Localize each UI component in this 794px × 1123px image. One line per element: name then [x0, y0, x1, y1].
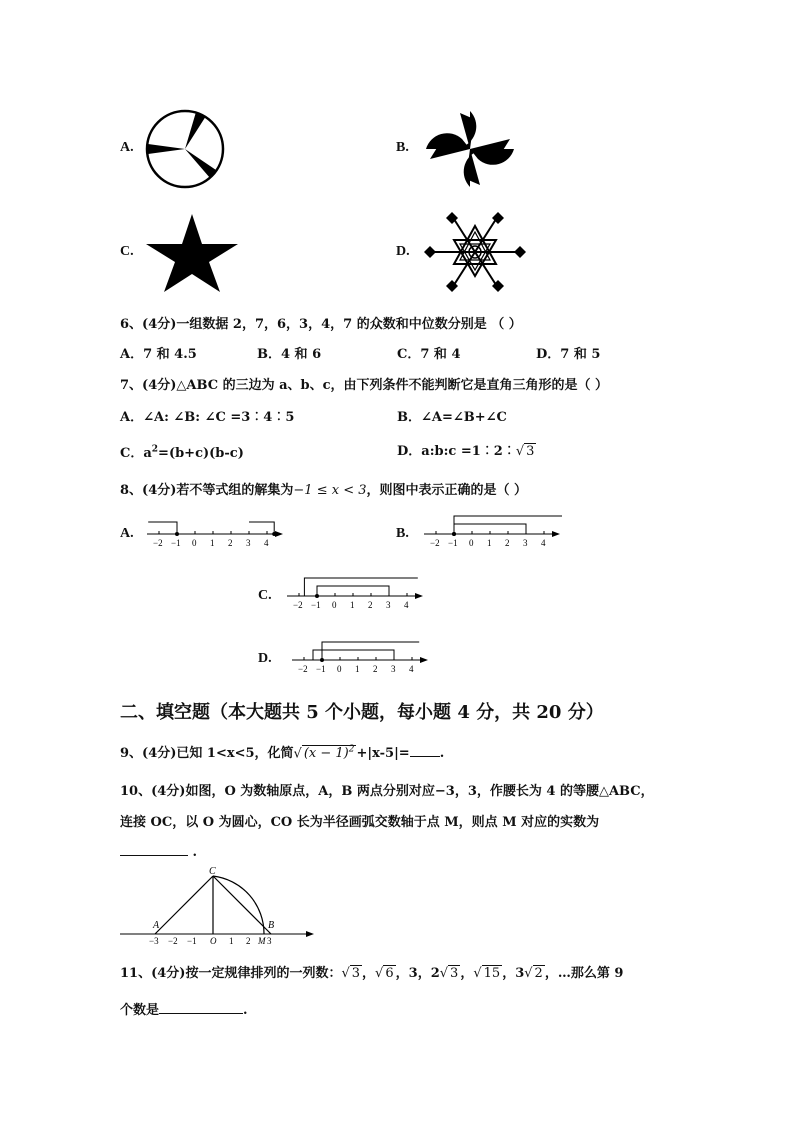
q8-stem-post: ，则图中表示正确的是（ ） [366, 483, 528, 498]
q9-end: . [439, 746, 445, 761]
q10-segment-cb [213, 876, 271, 934]
axis-tick-label: 2 [373, 664, 378, 674]
solution-bracket [249, 522, 274, 534]
axis-tick-label: −1 [311, 600, 321, 610]
solution-bracket [304, 578, 417, 596]
q7-option-c-label: C．a [120, 446, 152, 461]
axis-arrow-icon [420, 657, 428, 663]
q11-line-1 [120, 962, 623, 981]
axis-tick-label: 4 [404, 600, 409, 610]
q9-pre: 9、(4分)已知 1<x<5，化简 [120, 746, 294, 761]
solution-bracket [148, 522, 177, 534]
q7-option-b: B．∠A=∠B+∠C [397, 410, 507, 425]
q10-line-1: 10、(4分)如图，O 为数轴原点，A，B 两点分别对应−3，3，作腰长为 4 的等腰△ABC， [120, 784, 654, 799]
q7-option-c-exponent: 2 [151, 444, 159, 455]
endpoint-dot [272, 532, 276, 536]
q5-option-c-label: C. [120, 244, 134, 259]
q10-figure [118, 864, 318, 948]
q11-term-6: √ 2 [524, 966, 543, 981]
q10-end: . [192, 845, 198, 860]
q11-term-4-coef: 2 [430, 966, 440, 981]
q11-term-5: √ 15 [473, 966, 501, 981]
q11-term-4: √ 3 [439, 966, 459, 981]
q8-option-a-label: A. [120, 526, 134, 541]
q8-stem [120, 479, 527, 498]
q6-stem: 6、(4分)一组数据 2，7，6，3，4，7 的众数和中位数分别是 （ ） [120, 317, 522, 332]
q5-option-b-label: B. [396, 140, 409, 155]
q10-axis-arrow-icon [306, 931, 314, 937]
axis-arrow-icon [415, 593, 423, 599]
axis-tick-label: 3 [246, 538, 251, 548]
q11-post: ，…那么第 9 [544, 966, 624, 981]
q10-answer-blank[interactable] [120, 843, 188, 856]
q11-term-2: √ 6 [375, 966, 394, 981]
axis-tick-label: 2 [228, 538, 233, 548]
q11-line-2 [120, 999, 248, 1018]
axis-tick-label: 0 [337, 664, 342, 674]
q9 [120, 742, 444, 761]
q8-number-line-b [422, 510, 562, 550]
q5-figure-d [422, 210, 528, 294]
q10-segment-ac [155, 876, 213, 934]
axis-tick-label: −1 [171, 538, 181, 548]
axis-tick-label: 3 [391, 664, 396, 674]
q11-term-3: 3 [408, 966, 418, 981]
q11-end: . [243, 1003, 248, 1018]
endpoint-dot [452, 532, 456, 536]
axis-tick-label: 0 [469, 538, 474, 548]
q5-figure-a [144, 108, 226, 190]
q11-sep: ， [395, 966, 409, 981]
q10-line-2: 连接 OC，以 O 为圆心，CO 长为半径画弧交数轴于点 M，则点 M 对应的实数为 [120, 815, 600, 830]
endpoint-dot [315, 594, 319, 598]
endpoint-dot [175, 532, 179, 536]
q11-sep: ， [460, 966, 474, 981]
q9-answer-blank[interactable] [410, 744, 440, 757]
q8-stem-pre: 8、(4分)若不等式组的解集为 [120, 483, 294, 498]
q6-option-c: C．7 和 4 [397, 347, 461, 362]
q6-option-b: B．4 和 6 [257, 347, 322, 362]
axis-tick-label: 2 [505, 538, 510, 548]
q7-option-d-radicand: 3 [526, 444, 535, 459]
q8-option-c-label: C. [258, 588, 272, 603]
q10-tick-1: 1 [229, 936, 234, 946]
q11-line-2-text: 个数是 [120, 1003, 160, 1018]
q10-tick-0: O [210, 936, 217, 946]
section-2-title: 二、填空题（本大题共 5 个小题，每小题 4 分，共 20 分） [120, 702, 604, 723]
q8-option-d-label: D. [258, 651, 272, 666]
q11-sep: ， [417, 966, 431, 981]
q7-option-d-label: D．a:b:c =1︰2︰ [397, 444, 516, 459]
q10-tick-3: 3 [267, 936, 272, 946]
q7-option-d [397, 440, 536, 459]
axis-tick-label: 4 [264, 538, 269, 548]
q5-figure-b [420, 108, 520, 190]
q7-option-c-tail: =(b+c)(b-c) [158, 446, 244, 461]
q9-sqrt: √ $(x - 1)^2$ [293, 744, 355, 761]
q10-point-b: B [268, 920, 275, 931]
endpoint-dot [320, 658, 324, 662]
q8-number-line-c [285, 572, 425, 612]
q6-option-a: A．7 和 4.5 [120, 347, 197, 362]
axis-tick-label: −2 [153, 538, 163, 548]
axis-tick-label: −1 [316, 664, 326, 674]
q10-tick--2: −2 [168, 936, 178, 946]
axis-tick-label: 1 [487, 538, 492, 548]
solution-bracket [322, 642, 419, 660]
q9-radicand: (x − 1) [303, 746, 349, 761]
axis-tick-label: 3 [523, 538, 528, 548]
q10-tick--3: −3 [149, 936, 159, 946]
axis-arrow-icon [552, 531, 560, 537]
q11-pre: 11、(4分)按一定规律排列的一列数： [120, 966, 342, 981]
q8-stem-math: −1 ≤ x < 3 [293, 483, 367, 498]
q11-term-1: √ 3 [341, 966, 361, 981]
axis-tick-label: 2 [368, 600, 373, 610]
q10-point-c: C [209, 866, 216, 877]
axis-tick-label: −2 [293, 600, 303, 610]
q11-answer-blank[interactable] [159, 1001, 243, 1014]
q7-stem: 7、(4分)△ABC 的三边为 a、b、c，由下列条件不能判断它是直角三角形的是（ ） [120, 378, 609, 393]
axis-arrow-icon [275, 531, 283, 537]
axis-tick-label: −1 [448, 538, 458, 548]
q10-point-m: M [258, 936, 266, 946]
q10-tick-2: 2 [246, 936, 251, 946]
q5-figure-c [144, 212, 240, 294]
q10-tick--1: −1 [187, 936, 197, 946]
q11-term-6-coef: 3 [515, 966, 525, 981]
q11-sep: ， [502, 966, 516, 981]
q7-option-c [120, 442, 244, 461]
q10-arc [213, 876, 264, 934]
axis-tick-label: −2 [430, 538, 440, 548]
q9-exponent: 2 [348, 744, 355, 755]
axis-tick-label: 1 [355, 664, 360, 674]
axis-tick-label: 3 [386, 600, 391, 610]
q7-option-a: A．∠A: ∠B: ∠C =3︰4︰5 [120, 410, 295, 425]
axis-tick-label: 1 [350, 600, 355, 610]
axis-tick-label: 4 [409, 664, 414, 674]
q8-number-line-d [290, 636, 430, 676]
q6-option-d: D．7 和 5 [536, 347, 601, 362]
q5-option-a-label: A. [120, 140, 134, 155]
axis-tick-label: 4 [541, 538, 546, 548]
q8-option-b-label: B. [396, 526, 409, 541]
q7-option-d-sqrt: √ 3 [515, 444, 535, 459]
q8-number-line-a [145, 510, 285, 550]
axis-tick-label: −2 [298, 664, 308, 674]
q5-option-d-label: D. [396, 244, 410, 259]
q9-post: +|x-5|= [356, 746, 410, 761]
axis-tick-label: 0 [332, 600, 337, 610]
q11-sep: ， [362, 966, 376, 981]
q10-point-a: A [153, 920, 160, 931]
solution-bracket [313, 650, 394, 660]
axis-tick-label: 1 [210, 538, 215, 548]
axis-tick-label: 0 [192, 538, 197, 548]
q10-answer-line [120, 843, 197, 860]
